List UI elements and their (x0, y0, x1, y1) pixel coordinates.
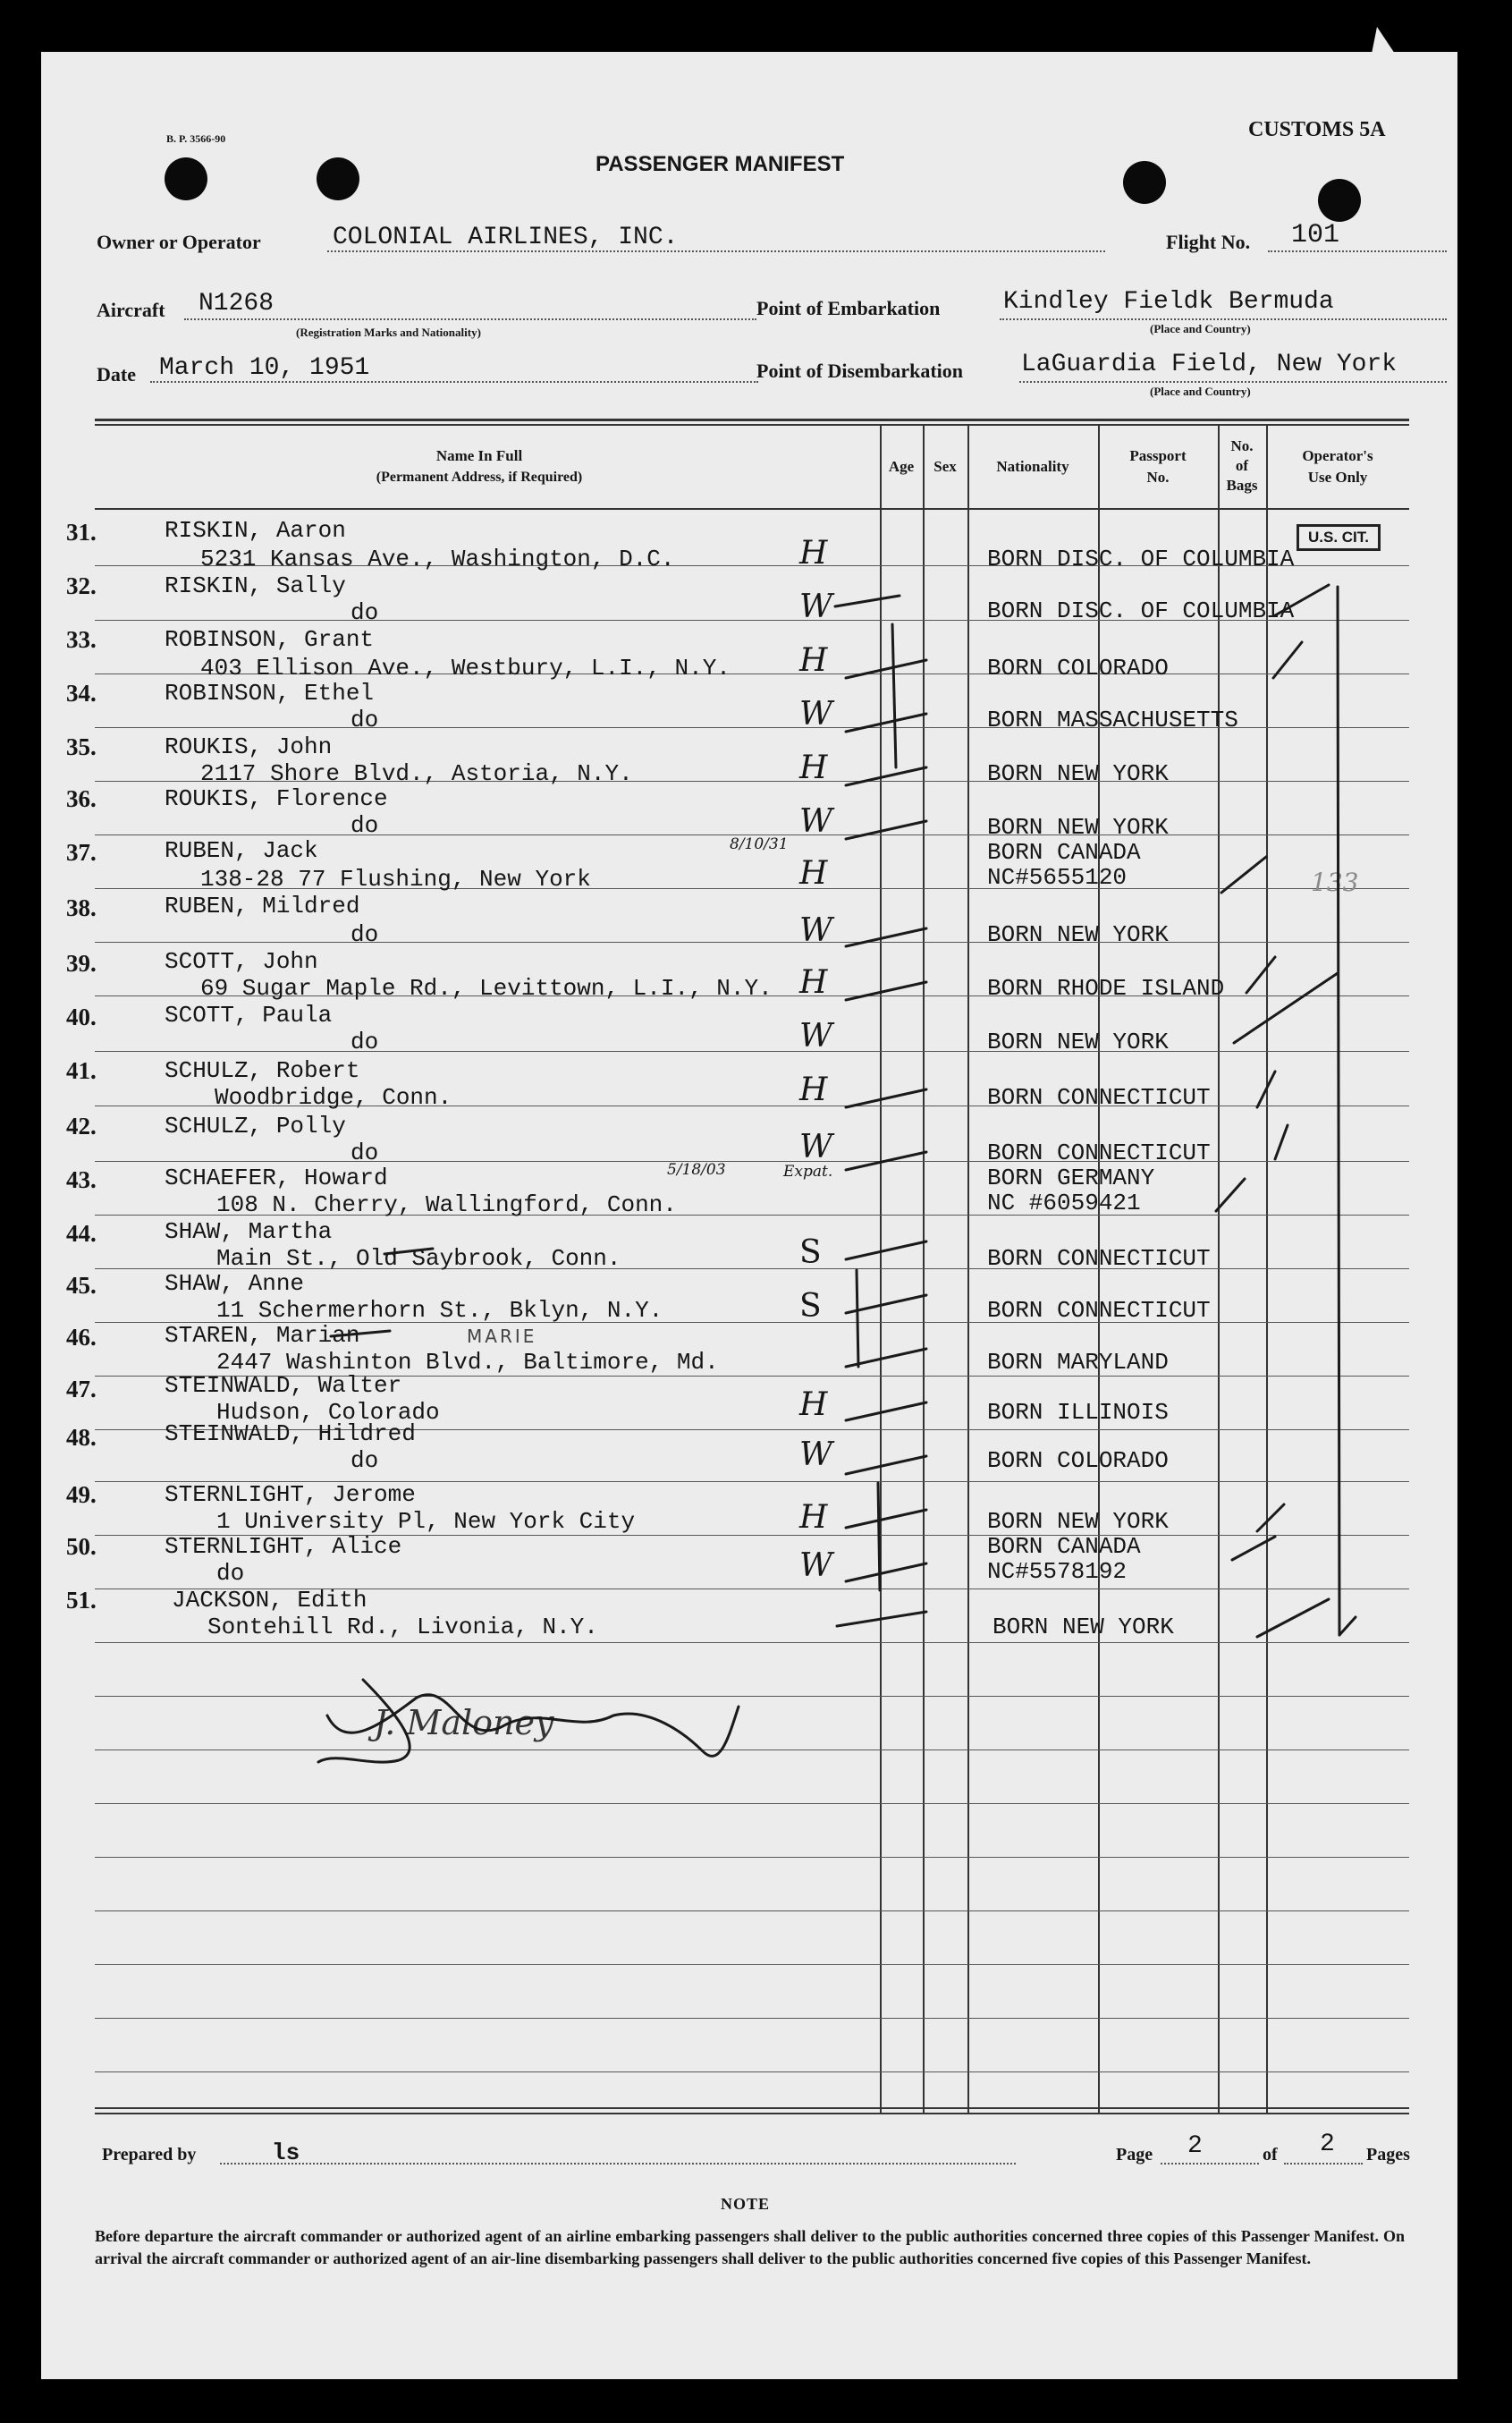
disembark-hint: (Place and Country) (1150, 385, 1251, 398)
customs-label: CUSTOMS 5A (1248, 118, 1386, 141)
disembark-value: LaGuardia Field, New York (1021, 351, 1398, 378)
manifest-sheet: B. P. 3566-90 CUSTOMS 5A PASSENGER MANIFEST Owner or Operator COLONIAL AIRLINES, INC. Flight No. 101 Aircraft N1268 (Registration Marks and Nationality) Point of Embarkation Kindley Fieldk Bermuda (Place and Country) Date March 10, 1951 Point of Disembarkation LaGuardia Field, New York (Place and Country) Name In Full (Permanent Address, if Required) Age Sex Nationality Passport No. No. of Bags Operator's Use Only 31. RISKIN, Aaron 5231 Kansas Ave., Washington, D.C. H BORN DISC. OF COLUMBIA 32. RISKIN, Sally do W BORN DISC. OF COLUMBIA 33. ROBINSON, Grant 403 Ellison Ave., Westbury, L.I., N.Y. H BORN COLORADO 34. ROBINSON, Ethel do W BORN MASSACHUSETTS 35. ROUKIS, John 2117 Shore Blvd., Astoria, N.Y. H BORN NEW YORK 36. ROUKIS, Florence do W BORN NEW YORK 37. RUBEN, Jack 138-28 77 Flushing, New York H BORN CANADA NC#5655120 38. RUBEN, Mildred do W BORN NEW YORK 39. SCOTT, John 69 Sugar Maple Rd., Levittown, L.I., N.Y. H BORN RHODE ISLAND 40. SCOTT, Paula do W BORN NEW YORK 41. SCHULZ, Robert Woodbridge, Conn. H BORN CONNECTICUT 42. SCHULZ, Polly do W BORN CONNECTICUT 43. SCHAEFER, Howard 108 N. Cherry, Wallingford, Conn. BORN GERMANY NC #6059421 44. SHAW, Martha Main St., Old Saybrook, Conn. S BORN CONNECTICUT 45. SHAW, Anne 11 Schermerhorn St., Bklyn, N.Y. S BORN CONNECTICUT 46. STAREN, Marian 2447 Washinton Blvd., Baltimore, Md. BORN MARYLAND 47. STEINWALD, Walter Hudson, Colorado H BORN ILLINOIS 48. STEINWALD, Hildred do W BORN COLORADO 49. STERNLIGHT, Jerome 1 University Pl, New York City H BORN NEW YORK 50. STERNLIGHT, Alice do W BORN CANADA NC#5578192 51. JACKSON, Edith Sontehill Rd., Livonia, N.Y. BORN NEW YORK U.S. CIT. 8/10/31 133 5/18/03 Expat. MARIE J. Maloney Prepared by ls Page 2 of 2 Pages NOTE Before departure the aircraft commander or authorized agent of an airline embarking passengers shall deliver to the public authorities concerned three copies of this Passenger Manifest. On arrival the aircraft commander or authorized agent of an air-line disembarking passengers shall deliver to the public authorities concerned five copies of this Passenger Manifest. (41, 52, 1457, 2379)
page-value: 2 (1187, 2132, 1203, 2160)
owner-value: COLONIAL AIRLINES, INC. (333, 224, 679, 251)
us-cit-stamp: U.S. CIT. (1297, 524, 1381, 551)
disembark-label: Point of Disembarkation (756, 360, 963, 382)
aircraft-value: N1268 (199, 290, 275, 318)
note-title: NOTE (721, 2195, 771, 2213)
embark-hint: (Place and Country) (1150, 322, 1251, 335)
embark-value: Kindley Fieldk Bermuda (1003, 288, 1334, 316)
prepared-label: Prepared by (102, 2145, 197, 2165)
handwriting-marks (41, 52, 1457, 2379)
form-title: PASSENGER MANIFEST (596, 152, 845, 176)
col-nationality: Nationality (996, 458, 1069, 475)
pages-value: 2 (1320, 2131, 1335, 2158)
note-text: Before departure the aircraft commander or authorized agent of an airline embarking passengers shall deliver to the public authorities concerned three copies of this Passenger Manifest. On arrival the aircraft commander or authorized agent of an air-line disembarking passengers shall deliver to the public authorities concerned five copies of this Passenger Manifest. (95, 2227, 1405, 2267)
form-code: B. P. 3566-90 (166, 132, 226, 145)
signature: J. Maloney (374, 1703, 554, 1742)
handwritten-name-correction: MARIE (467, 1326, 537, 1347)
aircraft-label: Aircraft (97, 299, 165, 321)
pages-label: Pages (1366, 2145, 1410, 2165)
col-sex: Sex (933, 458, 957, 475)
flight-label: Flight No. (1166, 231, 1251, 253)
handwritten-date: 5/18/03 (667, 1161, 726, 1179)
owner-label: Owner or Operator (97, 231, 261, 253)
col-bags: No. of Bags (1226, 437, 1258, 494)
torn-corner (1341, 27, 1431, 107)
date-value: March 10, 1951 (159, 354, 370, 382)
aircraft-hint: (Registration Marks and Nationality) (296, 326, 481, 339)
embark-label: Point of Embarkation (756, 297, 941, 319)
col-passport: Passport No. (1129, 447, 1187, 486)
col-operator: Operator's Use Only (1302, 447, 1373, 486)
col-age: Age (888, 458, 915, 475)
handwritten-side-number: 133 (1311, 868, 1359, 897)
col-name: Name In Full (Permanent Address, if Required) (376, 447, 583, 485)
handwritten-expat: Expat. (783, 1163, 833, 1181)
prepared-value: ls (272, 2139, 300, 2166)
of-label: of (1263, 2145, 1278, 2165)
handwritten-date: 8/10/31 (730, 835, 789, 853)
flight-value: 101 (1291, 220, 1340, 250)
page-label: Page (1116, 2145, 1153, 2165)
date-label: Date (97, 363, 136, 385)
